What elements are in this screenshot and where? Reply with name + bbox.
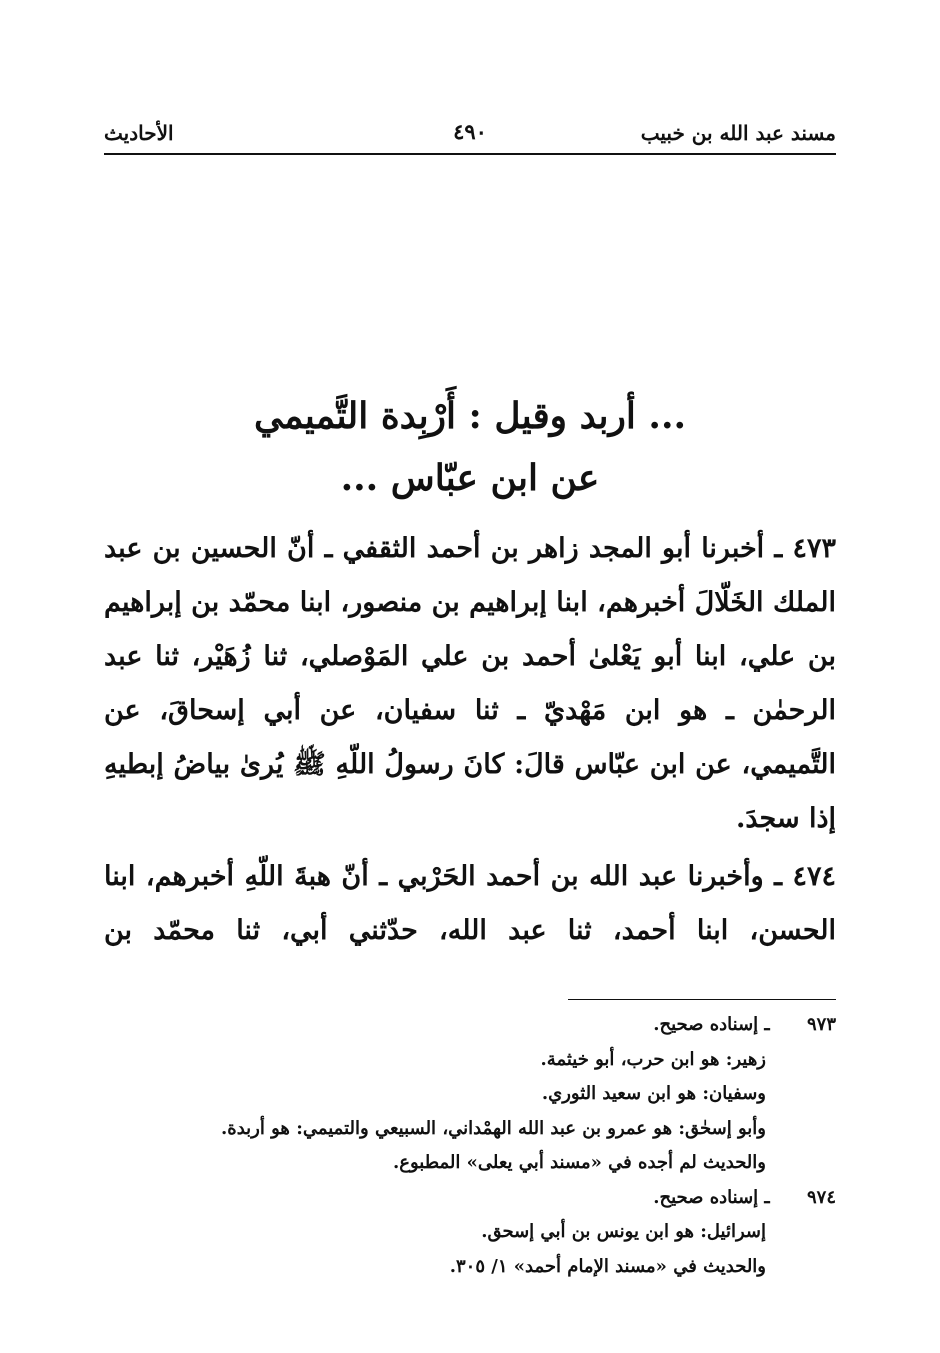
footnote-head: ـ إسناده صحيح.: [653, 1014, 770, 1035]
header-rule: [104, 153, 836, 155]
footnote-rule: [568, 999, 836, 1000]
header-section-title: الأحاديث: [104, 121, 174, 145]
footnote-line: إسرائيل: هو ابن يونس بن أبي إسحق.: [481, 1221, 766, 1242]
chapter-title-line-1: ... أربد وقيل : أَرْبِدة التَّميمي: [253, 395, 687, 437]
footnote-line: زهير: هو ابن حرب، أبو خيثمة.: [540, 1048, 766, 1070]
footnote-line: والحديث لم أجده في «مسند أبي يعلى» المطبوع.: [392, 1152, 766, 1173]
main-text: [104, 522, 836, 962]
footnote-number: ٩٧٣: [806, 1014, 836, 1035]
footnote-line: وأبو إسحٰق: هو عمرو بن عبد الله الهمْداني، السبيعي والتميمي: هو أربدة.: [221, 1117, 766, 1139]
footnote-974: [104, 1181, 836, 1285]
footnote-line: وسفيان: هو ابن سعيد الثوري.: [541, 1083, 766, 1104]
header-book-title: مسند عبد الله بن خبيب: [640, 121, 836, 145]
page-number: ٤٩٠: [453, 119, 487, 144]
footnotes: [104, 1008, 836, 1284]
hadith-473: ٤٧٣ ـ أخبرنا أبو المجد زاهر بن أحمد الثقفي ـ أنّ الحسين بن عبد الملك الخَلّالَ أخبرهم، ابنا إبراهيم بن منصور، ابنا محمّد بن إبراهيم بن علي، ابنا أبو يَعْلىٰ أحمد بن علي المَوْصلي، ثنا زُهَيْر، ثنا عبد الرحمٰن ـ هو ابن مَهْديّ ـ ثنا سفيان، عن أبي إسحاقَ، عن التَّميمي، عن ابن عبّاس قالَ: كانَ رسولُ اللّهِ ﷺ يُرىٰ بياضُ إبطيهِ إذا سجدَ.: [104, 533, 836, 834]
chapter-title-line-2: عن ابن عبّاس ...: [340, 457, 600, 499]
running-header: [104, 115, 836, 151]
footnote-line: والحديث في «مسند الإمام أحمد» ١/ ٣٠٥.: [449, 1255, 766, 1277]
chapter-title: [104, 385, 836, 509]
hadith-474: ٤٧٤ ـ وأخبرنا عبد الله بن أحمد الحَرْبي ـ أنّ هبةَ اللّهِ أخبرهم، ابنا الحسن، ابنا أحمد، ثنا عبد الله، حدّثني أبي، ثنا محمّد بن: [104, 861, 836, 946]
footnote-number: ٩٧٤: [806, 1186, 836, 1208]
footnote-head: ـ إسناده صحيح.: [653, 1186, 770, 1208]
footnote-973: [104, 1008, 836, 1181]
